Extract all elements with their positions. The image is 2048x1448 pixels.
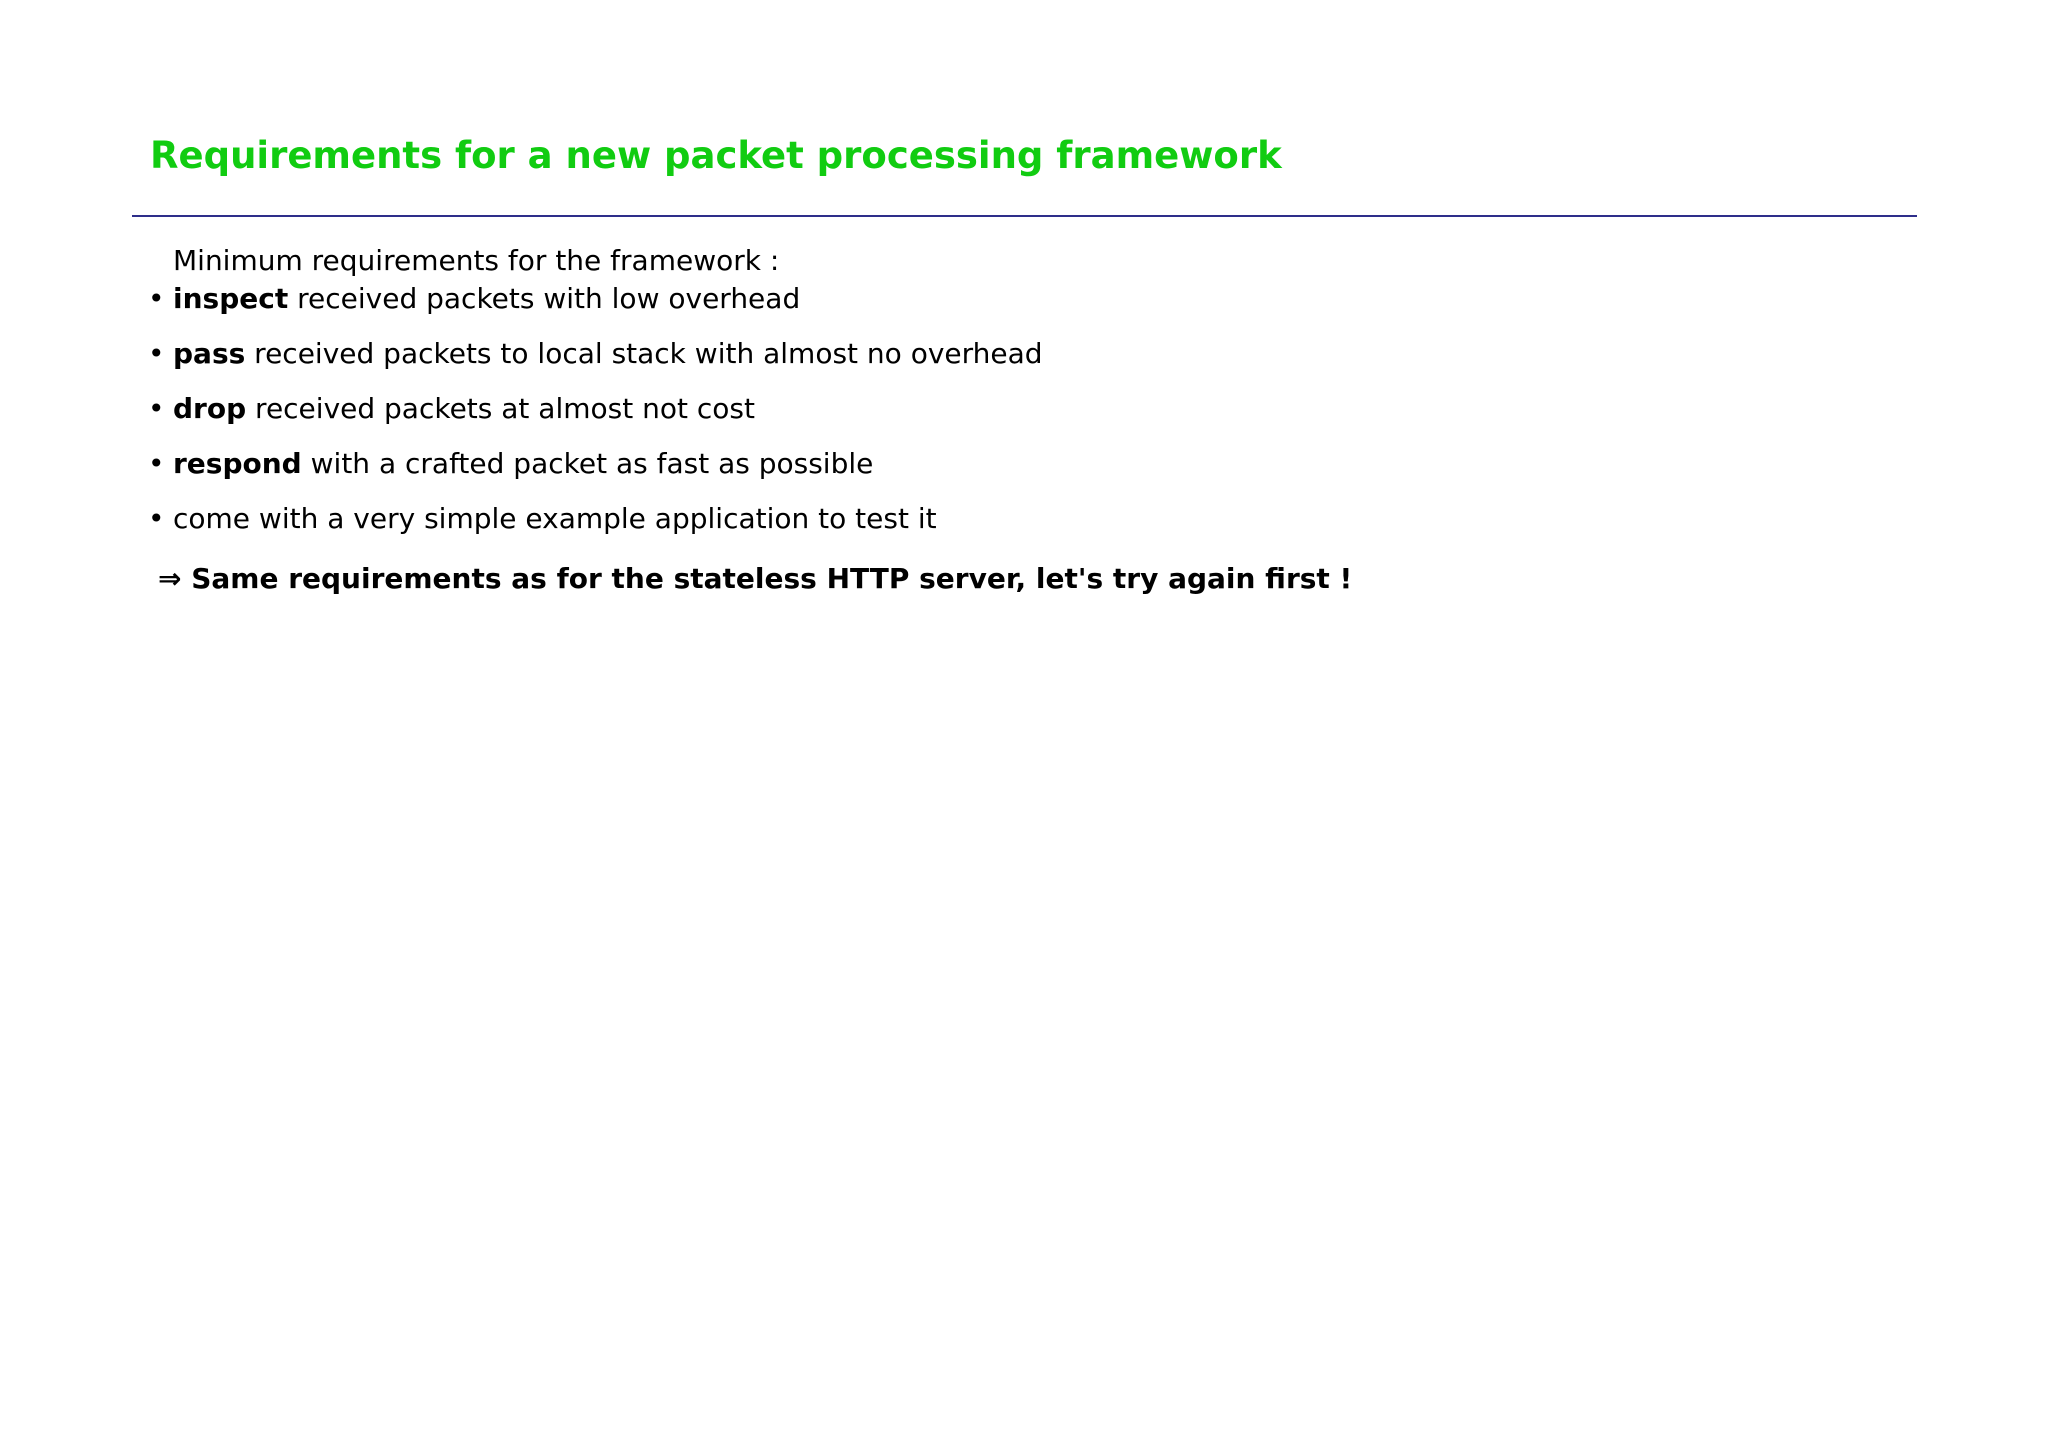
requirement-text: come with a very simple example application to test it [173,502,937,535]
intro-text: Minimum requirements for the framework : [173,244,780,277]
requirement-item-respond [148,445,873,483]
requirement-text: received packets with low overhead [288,282,801,315]
requirement-text: received packets to local stack with almost no overhead [245,337,1043,370]
conclusion-text [158,560,1352,598]
requirement-item-inspect [148,280,800,318]
requirement-keyword: pass [173,337,246,370]
requirement-text: with a crafted packet as fast as possible [301,447,874,480]
bullet-icon: • [148,337,165,370]
slide-title: Requirements for a new packet processing framework [150,134,1282,177]
implies-arrow-icon: ⇒ [158,562,182,595]
title-divider [132,215,1917,217]
bullet-icon: • [148,282,165,315]
requirement-item-pass [148,335,1043,373]
requirement-keyword: drop [173,392,247,425]
requirement-text: received packets at almost not cost [246,392,755,425]
requirement-keyword: inspect [173,282,289,315]
conclusion-statement: Same requirements as for the stateless HTTP server, let's try again first ! [191,562,1353,595]
bullet-icon: • [148,392,165,425]
bullet-icon: • [148,447,165,480]
requirement-item-drop [148,390,755,428]
requirement-keyword: respond [173,447,302,480]
requirement-item-example-app [148,500,937,538]
bullet-icon: • [148,502,165,535]
